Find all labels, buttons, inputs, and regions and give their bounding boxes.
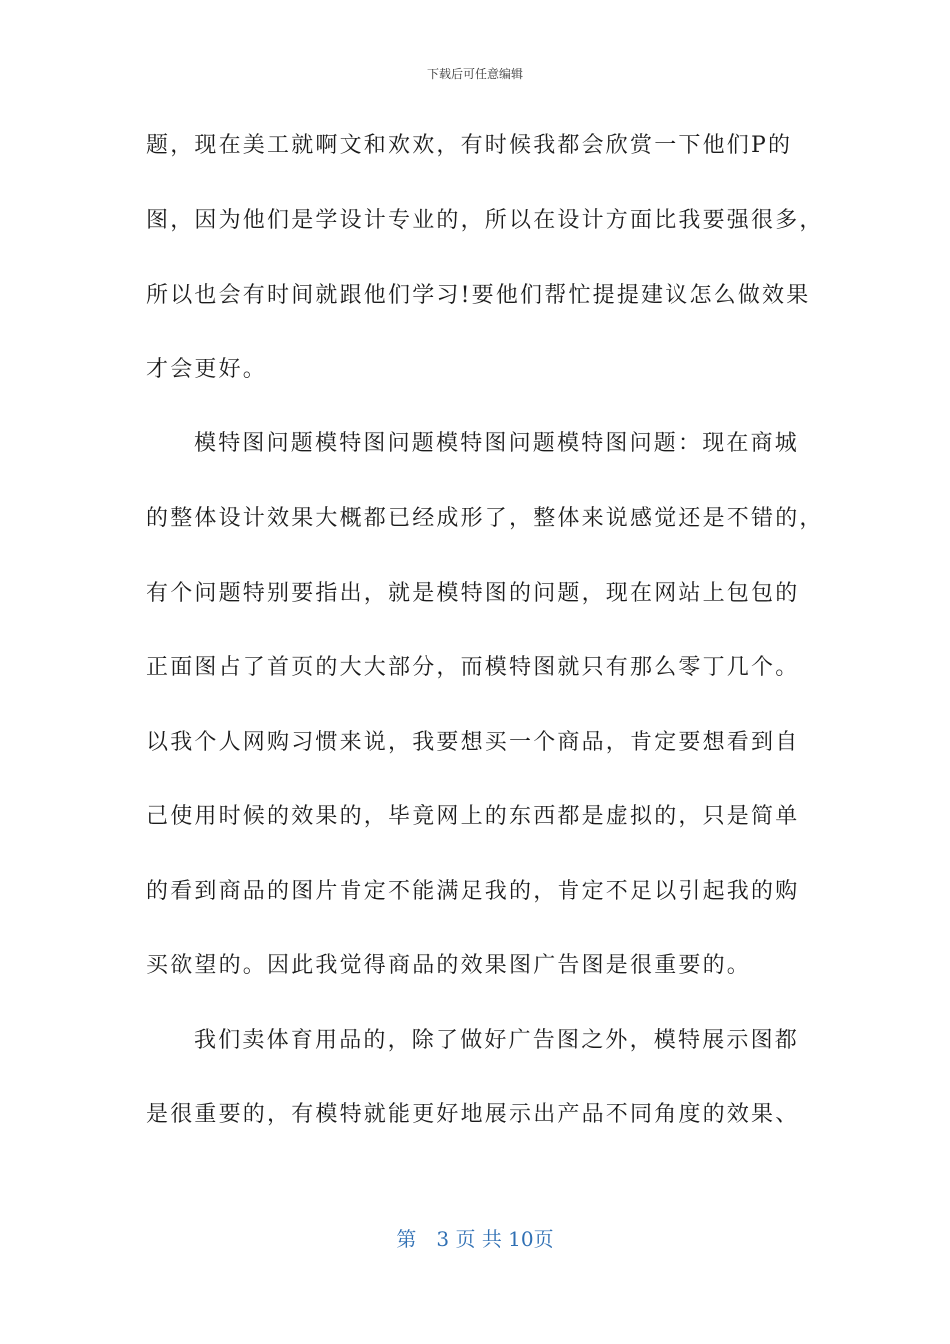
text-line-10: 己使用时候的效果的，毕竟网上的东西都是虚拟的，只是简单 <box>146 804 800 829</box>
text-line-14: 是很重要的，有模特就能更好地展示出产品不同角度的效果、 <box>146 1102 800 1127</box>
paragraph-start-line: 我们卖体育用品的，除了做好广告图之外，模特展示图都 <box>194 1028 800 1053</box>
text-line-9: 以我个人网购习惯来说，我要想买一个商品，肯定要想看到自 <box>146 730 800 755</box>
page-header-note: 下载后可任意编辑 <box>426 67 523 81</box>
text-line-2: 图，因为他们是学设计专业的，所以在设计方面比我要强很多， <box>146 208 824 233</box>
text-line-3: 所以也会有时间就跟他们学习!要他们帮忙提提建议怎么做效果 <box>146 283 811 308</box>
text-line-11: 的看到商品的图片肯定不能满足我的，肯定不足以引起我的购 <box>146 879 800 904</box>
text-line-4: 才会更好。 <box>146 357 268 382</box>
text-line-6: 的整体设计效果大概都已经成形了，整体来说感觉还是不错的， <box>146 506 824 531</box>
text-line-12: 买欲望的。因此我觉得商品的效果图广告图是很重要的。 <box>146 953 752 978</box>
text-line-1: 题，现在美工就啊文和欢欢，有时候我都会欣赏一下他们P的 <box>146 133 793 158</box>
paragraph-start-line: 模特图问题模特图问题模特图问题模特图问题：现在商城 <box>194 431 800 456</box>
text-line-7: 有个问题特别要指出，就是模特图的问题，现在网站上包包的 <box>146 581 800 606</box>
page-number: 第 3 页 共 10页 <box>396 1227 554 1251</box>
text-line-8: 正面图占了首页的大大部分，而模特图就只有那么零丁几个。 <box>146 655 800 680</box>
